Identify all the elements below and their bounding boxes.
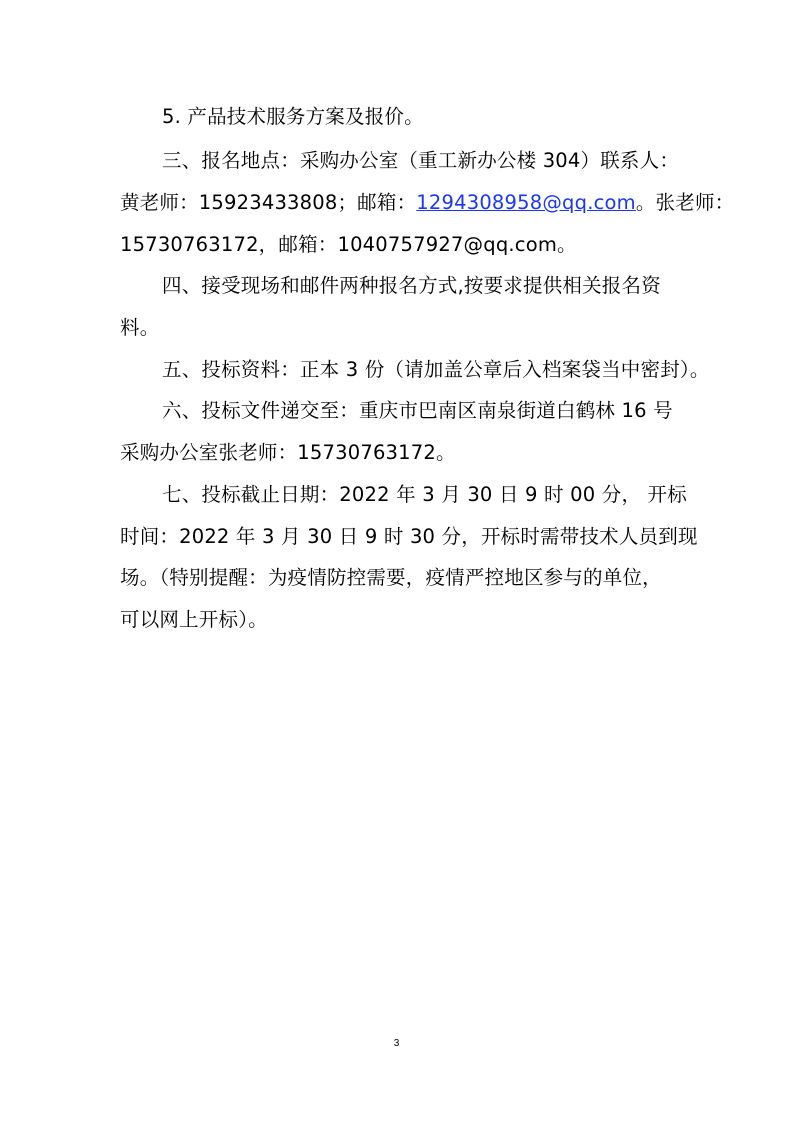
section-7-continuation: 可以网上开标）。 xyxy=(120,608,268,631)
contact-huang-text: 黄老师：15923433808；邮箱： xyxy=(120,191,417,214)
section-4-registration-method: 四、接受现场和邮件两种报名方式,按要求提供相关报名资 xyxy=(162,274,661,297)
section-3-registration-location: 三、报名地点：采购办公室（重工新办公楼 304）联系人： xyxy=(162,149,680,172)
section-6-continuation: 采购办公室张老师：15730763172。 xyxy=(120,441,456,464)
section-5-bid-materials: 五、投标资料：正本 3 份（请加盖公章后入档案袋当中密封）。 xyxy=(162,358,710,381)
section-7-special-notice: 场。（特别提醒：为疫情防控需要，疫情严控地区参与的单位， xyxy=(120,566,662,589)
section-7-deadline: 七、投标截止日期：2022 年 3 月 30 日 9 时 00 分， 开标 xyxy=(162,483,687,506)
email-link[interactable]: 1294308958@qq.com xyxy=(416,191,636,214)
section-7-opening-time: 时间：2022 年 3 月 30 日 9 时 30 分，开标时需带技术人员到现 xyxy=(120,525,698,548)
page-number: 3 xyxy=(393,1038,400,1049)
contact-zhang-line: 15730763172，邮箱：1040757927@qq.com。 xyxy=(120,233,577,256)
contact-zhang-label: 。张老师： xyxy=(635,191,735,214)
contact-huang-line xyxy=(120,190,735,216)
item-5-line: 5. 产品技术服务方案及报价。 xyxy=(162,105,424,128)
section-6-submission-address: 六、投标文件递交至：重庆市巴南区南泉街道白鹤林 16 号 xyxy=(162,399,673,422)
section-4-continuation: 料。 xyxy=(120,316,160,339)
